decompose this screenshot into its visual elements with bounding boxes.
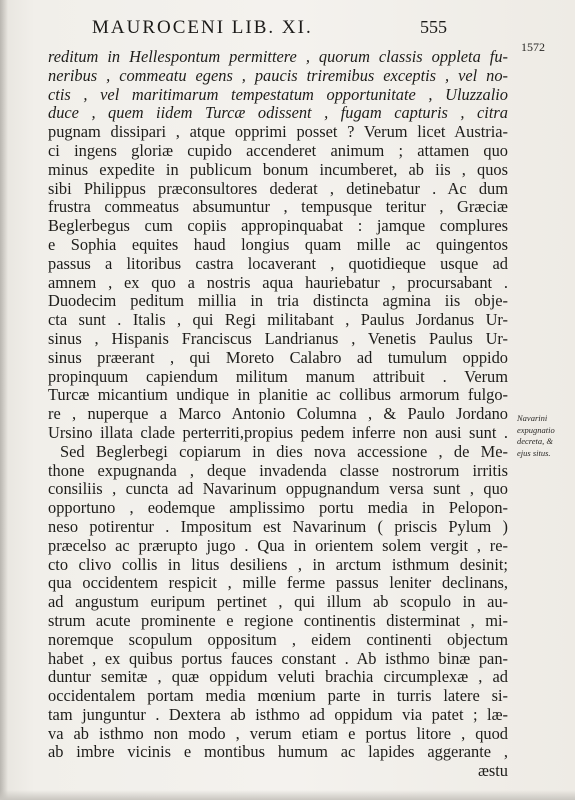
text-line: sinus præerant , qui Moreto Calabro ad tumulum oppido xyxy=(48,348,508,367)
marginal-note-line: expugnatio xyxy=(517,424,555,435)
text-line: ad angustum euripum pertinet , qui illum ab scopulo in au- xyxy=(48,593,508,612)
text-line: ctis , vel maritimarum tempestatum opportunitate , Uluzzalio xyxy=(48,85,508,104)
margin-year: 1572 xyxy=(521,40,545,54)
text-line: occidentalem portam media mœnium parte in turris latere si- xyxy=(48,687,508,706)
running-head-title: MAUROCENI LIB. XI. xyxy=(92,17,313,38)
text-line: habet , ex quibus portus fauces constant . Ab isthmo binæ pan- xyxy=(48,649,508,668)
catchword: æstu xyxy=(477,762,508,781)
text-line: qua occidentem respicit , mille ferme passus leniter declinans, xyxy=(48,574,508,593)
text-line: minus expedite in publicum bonum incumberet, ab iis , quos xyxy=(48,160,508,179)
text-line: neso potirentur . Impositum est Navarinum ( priscis Pylum ) xyxy=(48,517,508,536)
marginal-note-line: ejus situs. xyxy=(517,447,551,458)
marginal-note-line: Navarini xyxy=(517,413,548,423)
bottom-edge-shadow xyxy=(0,790,575,800)
text-line: consiliis , cuncta ad Navarinum oppugnandum versa sunt , quo xyxy=(48,480,508,499)
text-line: præcelso ac prærupto jugo . Qua in orientem solem vergit , re- xyxy=(48,536,508,555)
text-line: Beglerbegus cum copiis appropinquabat : jamque complures xyxy=(48,217,508,236)
text-line: thone expugnanda , deque invadenda classe nostrorum irritis xyxy=(48,461,508,480)
text-line: passus a litoribus castra locaverant , quotidieque usque ad xyxy=(48,254,508,273)
text-line: amnem , ex quo a nostris aqua hauriebatur , procursabant . xyxy=(48,273,508,292)
marginal-note xyxy=(517,413,573,459)
text-line: sinus , Hispanis Franciscus Landrianus , Venetis Paulus Ur- xyxy=(48,329,508,348)
text-line: e Sophia equites haud longius quam mille ac quingentos xyxy=(48,235,508,254)
text-line: opportuno , eodemque amplissimo portu media in Pelopon- xyxy=(48,499,508,518)
text-line: reditum in Hellespontum permittere , quorum classis oppleta fu- xyxy=(48,48,508,66)
text-line: cta sunt . Italis , qui Regi militabant , Paulus Jordanus Ur- xyxy=(48,311,508,330)
text-line: tam junguntur . Dextera ab isthmo ad oppidum via patet ; læ- xyxy=(48,705,508,724)
marginal-note-line: decreta, & xyxy=(517,436,554,446)
text-line: sibi Philippus præconsultores dederat , detinebatur . Ac dum xyxy=(48,179,508,198)
body-text xyxy=(48,48,508,781)
text-line: cto clivo collis in litus desiliens , in arctum isthmum desinit; xyxy=(48,555,508,574)
text-line: frustra commeatus absumuntur , tempusque teritur , Græciæ xyxy=(48,198,508,217)
text-line: duntur semitæ , quæ oppidum veluti brachia circumplexæ , ad xyxy=(48,668,508,687)
page-number: 555 xyxy=(420,17,447,37)
gutter-shadow xyxy=(0,0,8,800)
text-line: Turcæ micantium undique in planitie ac collibus armorum fulgo- xyxy=(48,386,508,405)
text-line: duce , quem iidem Turcæ odissent , fugam capturis , citra xyxy=(48,104,508,123)
text-line: ab imbre vicinis e montibus humum ac lapides aggerante , xyxy=(48,743,508,762)
text-line: Ursino illata clade perterriti,propius pedem inferre non ausi sunt . xyxy=(48,423,508,442)
text-line: pugnam dissipari , atque opprimi posset ? Verum licet Austria- xyxy=(48,123,508,142)
text-line: strum acute prominente e regione continentis disterminat , mi- xyxy=(48,611,508,630)
text-line: propinquum capiendum militum manum attribuit . Verum xyxy=(48,367,508,386)
text-line: va ab isthmo non modo , verum etiam e portus litore , quod xyxy=(48,724,508,743)
text-line: ci ingens gloriæ cupido accenderet animum ; attamen quo xyxy=(48,141,508,160)
text-line: re , nuperque a Marco Antonio Columna , & Paulo Jordano xyxy=(48,405,508,424)
text-line: neribus , commeatu egens , paucis triremibus exceptis , vel no- xyxy=(48,66,508,85)
text-line: Duodecim peditum millia in tria distincta agmina iis obje- xyxy=(48,292,508,311)
text-line: Sed Beglerbegi copiarum in dies nova accessione , de Me- xyxy=(60,442,508,461)
text-line: noremque scopulum oppositum , eidem continenti objectum xyxy=(48,630,508,649)
running-head xyxy=(92,17,497,45)
